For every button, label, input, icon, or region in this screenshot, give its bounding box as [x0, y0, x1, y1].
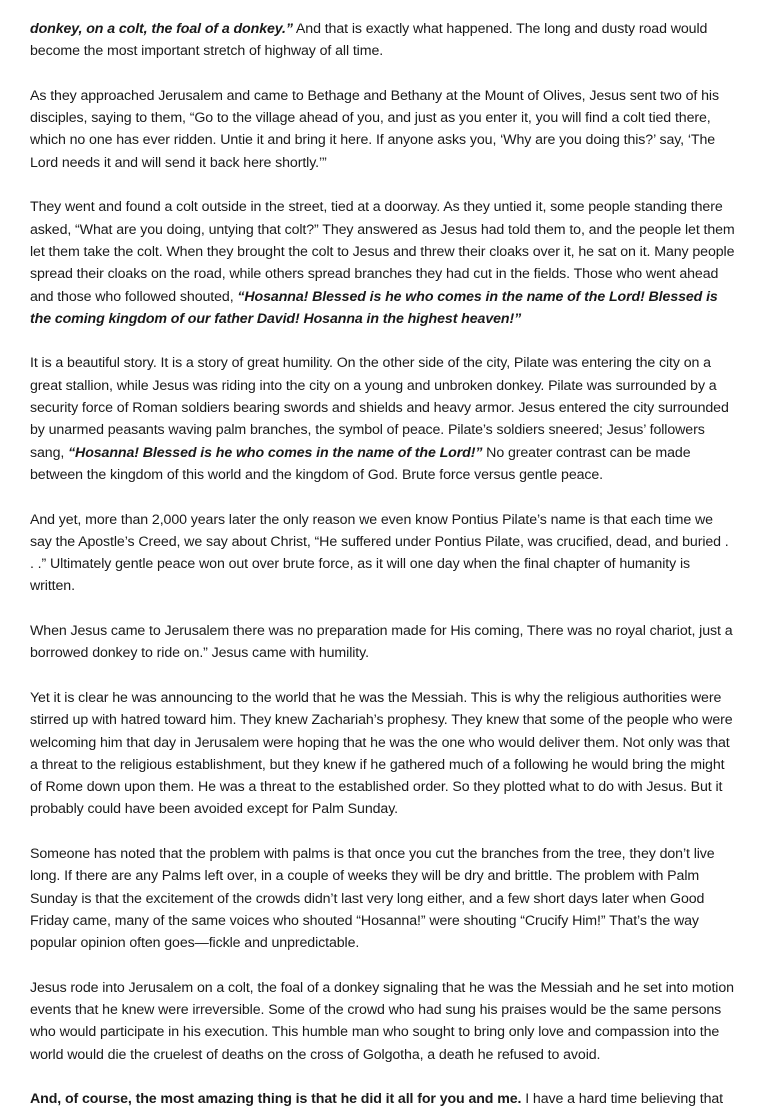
quote-text: “Hosanna! Blessed is he who comes in the name of the Lord! Blessed is the coming kingdom of our father David! Hosanna in the highest heaven!”: [30, 288, 718, 327]
body-text: As they approached Jerusalem and came to Bethage and Bethany at the Mount of Olives, Jesus sent two of his disciples, saying to them, “Go to the village ahead of you, and just as you enter it, you will find a colt tied there, which no one has ever ridden. Untie it and bring it here. If anyone asks you, ‘Why are you doing this?’ say, ‘The Lord needs it and will send it back here shortly.’”: [30, 87, 719, 171]
paragraph-8: [30, 843, 735, 954]
paragraph-2: [30, 85, 735, 174]
quote-text: “Hosanna! Blessed is he who comes in the name of the Lord!”: [68, 444, 483, 461]
body-text: Jesus rode into Jerusalem on a colt, the foal of a donkey signaling that he was the Messiah and he set into motion events that he knew were irreversible. Some of the crowd who had sung his praises would be the same persons who would participate in his execution. This humble man who sought to bring only love and compassion into the world would die the cruelest of deaths on the cross of Golgotha, a death he refused to avoid.: [30, 979, 734, 1063]
paragraph-10: [30, 1088, 735, 1110]
body-text: I have a hard time believing that: [521, 1091, 724, 1108]
body-text: It is a beautiful story. It is a story of great humility. On the other side of the city, Pilate was entering the city on a great stallion, while Jesus was riding into the city on a young and unbroken donkey. Pilate was surrounded by a security force of Roman soldiers bearing swords and shields and heavy armor. Jesus entered the city surrounded by unarmed peasants waving palm branches, the symbol of peace. Pilate’s soldiers sneered; Jesus’ followers sang,: [30, 355, 729, 461]
paragraph-9: [30, 977, 735, 1066]
paragraph-6: [30, 620, 735, 665]
paragraph-3: [30, 196, 735, 330]
body-text: Someone has noted that the problem with palms is that once you cut the branches from the tree, they don’t live long. If there are any Palms left over, in a couple of weeks they will be dry and brittle. The problem with Palm Sunday is that the excitement of the crowds didn’t last very long either, and a few short days later when Good Friday came, many of the same voices who shouted “Hosanna!” were shouting “Crucify Him!” That’s the way popular opinion often goes—fickle and unpredictable.: [30, 845, 715, 952]
paragraph-4: [30, 352, 735, 486]
emphasis-text: And, of course, the most amazing thing is that he did it all for you and me.: [30, 1091, 522, 1108]
quote-text: donkey, on a colt, the foal of a donkey.”: [30, 21, 293, 37]
body-text: And yet, more than 2,000 years later the only reason we even know Pontius Pilate’s name is that each time we say the Apostle’s Creed, we say about Christ, “He suffered under Pontius Pilate, was crucified, dead, and buried . . .” Ultimately gentle peace won out over brute force, as it will one day when the final chapter of humanity is written.: [30, 511, 729, 595]
paragraph-5: [30, 509, 735, 598]
body-text: They went and found a colt outside in the street, tied at a doorway. As they untied it, some people standing there asked, “What are you doing, untying that colt?” They answered as Jesus had told them to, and the people let them let them take the colt. When they brought the colt to Jesus and threw their cloaks over it, he sat on it. Many people spread their cloaks on the road, while others spread branches they had cut in the fields. Those who went ahead and those who followed shouted,: [30, 199, 735, 305]
body-text: And that is exactly what happened. The long and dusty road would become the most important stretch of highway of all time.: [30, 21, 708, 60]
body-text: No greater contrast can be made between the kingdom of this world and the kingdom of God. Brute force versus gentle peace.: [30, 444, 691, 483]
paragraph-7: [30, 687, 735, 821]
body-text: When Jesus came to Jerusalem there was no preparation made for His coming, There was no royal chariot, just a borrowed donkey to ride on.” Jesus came with humility.: [30, 623, 733, 662]
paragraph-1: [30, 18, 735, 63]
body-text: Yet it is clear he was announcing to the world that he was the Messiah. This is why the religious authorities were stirred up with hatred toward him. They knew Zachariah’s prophesy. They knew that some of the people who were welcoming him that day in Jerusalem were hoping that he was the one who would deliver them. Not only was that a threat to the religious establishment, but they knew if he gathered much of a following he would bring the might of Rome down upon them. He was a threat to the established order. So they plotted what to do with Jesus. But it probably could have been avoided except for Palm Sunday.: [30, 689, 733, 818]
